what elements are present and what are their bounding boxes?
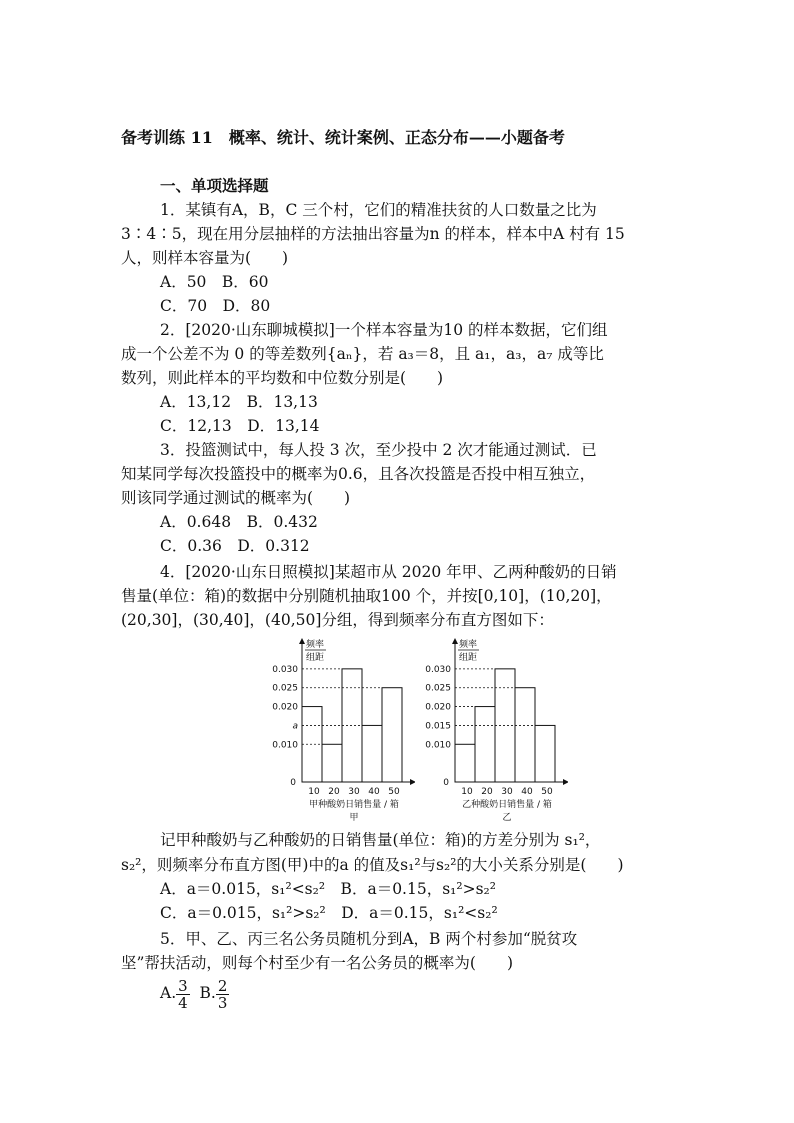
q5-option-a-numerator: 3	[178, 976, 188, 995]
y-tick-label: 0.025	[425, 683, 451, 694]
origin-label: 0	[443, 778, 449, 788]
y-tick-label: 0.025	[272, 683, 298, 694]
q1-line3: 人，则样本容量为( )	[121, 249, 289, 267]
histogram-jia	[265, 634, 415, 824]
q2-options-ab: A．13,12 B．13,13	[160, 393, 318, 411]
x-tick-label: 30	[501, 787, 513, 797]
x-tick-label: 20	[481, 787, 493, 797]
x-tick-label: 30	[348, 787, 360, 797]
q5-option-b-numerator: 2	[217, 976, 228, 995]
y-tick-label: 0.020	[272, 702, 298, 713]
y-axis-arrow	[299, 638, 305, 644]
q4-line1: 4．[2020·山东日照模拟]某超市从 2020 年甲、乙两种酸奶的日销	[160, 563, 617, 581]
q1-options-ab: A．50 B．60	[160, 273, 269, 291]
x-tick-label: 50	[541, 787, 553, 797]
histogram-bar	[515, 688, 535, 782]
q2-line3: 数列，则此样本的平均数和中位数分别是( )	[121, 369, 444, 387]
x-tick-label: 20	[328, 787, 340, 797]
histogram-bar	[322, 744, 342, 782]
x-tick-label: 10	[308, 787, 320, 797]
q5-line1: 5．甲、乙、丙三名公务员随机分到A，B 两个村参加“脱贫攻	[160, 930, 578, 948]
q2-line2: 成一个公差不为 0 的等差数列{aₙ}，若 a₃＝8，且 a₁，a₃，a₇ 成等比	[121, 345, 604, 363]
q5-option-b-label: B.	[199, 984, 216, 1002]
q2-options-cd: C．12,13 D．13,14	[160, 417, 320, 435]
q3-line2: 知某同学每次投篮投中的概率为0.6，且各次投篮是否投中相互独立，	[121, 465, 596, 483]
y-tick-label: 0.030	[272, 664, 298, 675]
q5-option-b-fraction	[216, 978, 230, 1011]
y-tick-label: 0.020	[425, 702, 451, 713]
q4-line4: 记甲种酸奶与乙种酸奶的日销售量(单位：箱)的方差分别为 s₁²，	[160, 831, 601, 849]
histogram-bar	[382, 688, 402, 782]
x-axis-arrow	[563, 779, 568, 785]
q1-line2: 3∶4∶5，现在用分层抽样的方法抽出容量为n 的样本，样本中A 村有 15	[121, 225, 625, 243]
q5-options	[160, 975, 229, 1011]
histogram-bar	[362, 725, 382, 782]
q4-line3: (20,30]，(30,40]，(40,50]分组，得到频率分布直方图如下：	[121, 611, 554, 629]
y-tick-label: 0.010	[272, 740, 298, 751]
y-tick-label: 0.010	[425, 740, 451, 751]
y-tick-label: 0.015	[425, 721, 451, 732]
q4-options-cd: C．a＝0.015，s₁²>s₂² D．a＝0.15，s₁²<s₂²	[160, 904, 498, 922]
q5-option-a-label: A.	[160, 984, 177, 1002]
q5-option-b-denominator: 3	[217, 993, 228, 1012]
q1-options-cd: C．70 D．80	[160, 297, 271, 315]
y-tick-label: 0.030	[425, 664, 451, 675]
q3-line1: 3．投篮测试中，每人投 3 次，至少投中 2 次才能通过测试．已	[160, 441, 597, 459]
x-axis-label: 甲种酸奶日销售量 / 箱	[309, 800, 399, 810]
q3-line3: 则该同学通过测试的概率为( )	[121, 489, 351, 507]
q5-option-a-denominator: 4	[178, 993, 188, 1012]
y-label-denominator: 组距	[306, 653, 325, 663]
q5-option-a-fraction	[176, 978, 190, 1011]
q3-options-cd: C．0.36 D．0.312	[160, 537, 310, 555]
histogram-bar	[535, 725, 555, 782]
y-tick-label: a	[292, 721, 298, 732]
histogram-bar	[475, 707, 495, 782]
y-label-numerator: 频率	[306, 640, 325, 650]
x-tick-label: 10	[461, 787, 473, 797]
y-label-numerator: 频率	[459, 640, 478, 650]
histogram-yi	[418, 634, 568, 824]
x-axis-label: 乙种酸奶日销售量 / 箱	[462, 800, 552, 810]
origin-label: 0	[290, 778, 296, 788]
histogram-caption: 乙	[502, 813, 512, 823]
x-tick-label: 40	[368, 787, 380, 797]
histogram-caption: 甲	[349, 813, 359, 823]
x-tick-label: 40	[521, 787, 533, 797]
histogram-bar	[455, 744, 475, 782]
page-title: 备考训练 11 概率、统计、统计案例、正态分布——小题备考	[121, 128, 565, 147]
section-heading: 一、单项选择题	[160, 176, 269, 195]
x-axis-arrow	[410, 779, 415, 785]
q2-line1: 2．[2020·山东聊城模拟]一个样本容量为10 的样本数据，它们组	[160, 321, 608, 339]
q3-options-ab: A．0.648 B．0.432	[160, 513, 318, 531]
q4-line5: s₂²，则频率分布直方图(甲)中的a 的值及s₁²与s₂²的大小关系分别是( )	[121, 856, 624, 874]
q4-line2: 售量(单位：箱)的数据中分别随机抽取100 个，并按[0,10]，(10,20]，	[121, 587, 612, 605]
q4-options-ab: A．a＝0.015，s₁²<s₂² B．a＝0.15，s₁²>s₂²	[160, 880, 496, 898]
q5-line2: 坚”帮扶活动，则每个村至少有一名公务员的概率为( )	[121, 954, 514, 972]
q1-line1: 1．某镇有A，B，C 三个村，它们的精准扶贫的人口数量之比为	[160, 201, 597, 219]
x-tick-label: 50	[388, 787, 400, 797]
y-label-denominator: 组距	[459, 653, 478, 663]
y-axis-arrow	[452, 638, 458, 644]
